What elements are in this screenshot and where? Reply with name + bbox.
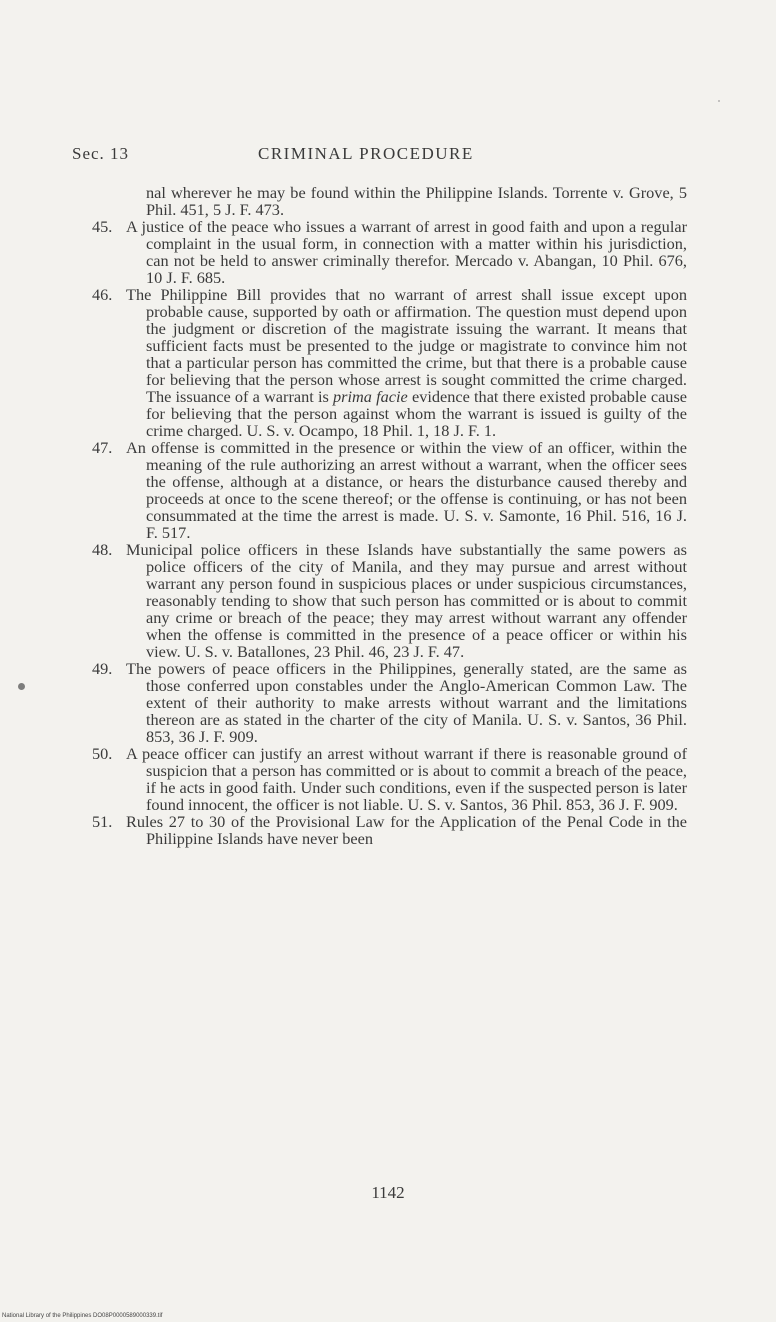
note-text: An offense is committed in the presence or within the view of an officer, within the meaning of the rule authorizing an arrest without a warrant, when the officer sees the offense, although at a distance, or hears the disturbance caused thereby and proceeds at once to the scene thereof; or the offense is continuing, or has not been consummated at the time the arrest is made. U. S. v. Samonte, 16 Phil. 516, 16 J. F. 517. xyxy=(126,438,687,542)
note-48 xyxy=(92,541,687,660)
note-number: 48. xyxy=(92,540,113,559)
note-text: A justice of the peace who issues a warrant of arrest in good faith and upon a regular complaint in the usual form, in connection with a matter within his jurisdiction, can not be held to answer criminally therefor. Mercado v. Abangan, 10 Phil. 676, 10 J. F. 685. xyxy=(126,217,687,287)
note-number: 49. xyxy=(92,659,113,678)
note-number: 46. xyxy=(92,285,113,304)
note-number: 47. xyxy=(92,438,113,457)
page-title: CRIMINAL PROCEDURE xyxy=(258,144,474,163)
note-text: Municipal police officers in these Islands have substantially the same powers as police officers of the city of Manila, and they may pursue and arrest without warrant any person found in suspicious places or under suspicious circumstances, reasonably tending to show that such person has committed or is about to commit any crime or breach of the peace; they may arrest without warrant any offender when the offense is committed in the presence of a peace officer or within his view. U. S. v. Batallones, 23 Phil. 46, 23 J. F. 47. xyxy=(126,540,687,661)
note-text: The Philippine Bill provides that no warrant of arrest shall issue except upon probable cause, supported by oath or affirmation. The question must depend upon the judgment or discretion of the magistrate issuing the warrant. It means that sufficient facts must be presented to the judge or magistrate to convince him not that a particular person has committed the crime, but that there is a probable cause for believing that the person whose arrest is sought committed the crime charged. The issuance of a warrant is xyxy=(126,285,687,406)
note-text: A peace officer can justify an arrest without warrant if there is reasonable ground of suspicion that a person has committed or is about to commit a breach of the peace, if he acts in good faith. Under such conditions, even if the suspected person is later found innocent, the officer is not liable. U. S. v. Santos, 36 Phil. 853, 36 J. F. 909. xyxy=(126,744,687,814)
note-47 xyxy=(92,439,687,541)
running-header xyxy=(72,144,692,166)
note-45 xyxy=(92,218,687,286)
annotations-body xyxy=(92,184,687,847)
scan-footer: National Library of the Philippines DO08P0000589000339.tif xyxy=(2,1313,163,1319)
note-text: Rules 27 to 30 of the Provisional Law for the Application of the Penal Code in the Philippine Islands have never been xyxy=(126,812,687,848)
note-text: The powers of peace officers in the Philippines, generally stated, are the same as those conferred upon constables under the Anglo-American Common Law. The extent of their authority to make arrests without warrant and the limitations thereon are as stated in the charter of the city of Manila. U. S. v. Santos, 36 Phil. 853, 36 J. F. 909. xyxy=(126,659,687,746)
page-number: 1142 xyxy=(371,1183,405,1202)
continued-note: nal wherever he may be found within the Philippine Islands. Torrente v. Grove, 5 Phil. 451, 5 J. F. 473. xyxy=(146,183,687,219)
note-51 xyxy=(92,813,687,847)
note-50 xyxy=(92,745,687,813)
section-label: Sec. 13 xyxy=(72,144,130,163)
paper-speck xyxy=(18,683,25,690)
note-46 xyxy=(92,286,687,439)
note-49 xyxy=(92,660,687,745)
latin-term: prima facie xyxy=(333,387,408,406)
note-number: 50. xyxy=(92,744,113,763)
note-number: 51. xyxy=(92,812,113,831)
paper-speck xyxy=(718,100,720,102)
note-number: 45. xyxy=(92,217,113,236)
note-text: evidence that there existed probable cause for believing that the person against whom the warrant is issued is guilty of the crime charged. U. S. v. Ocampo, 18 Phil. 1, 18 J. F. 1. xyxy=(146,387,688,440)
